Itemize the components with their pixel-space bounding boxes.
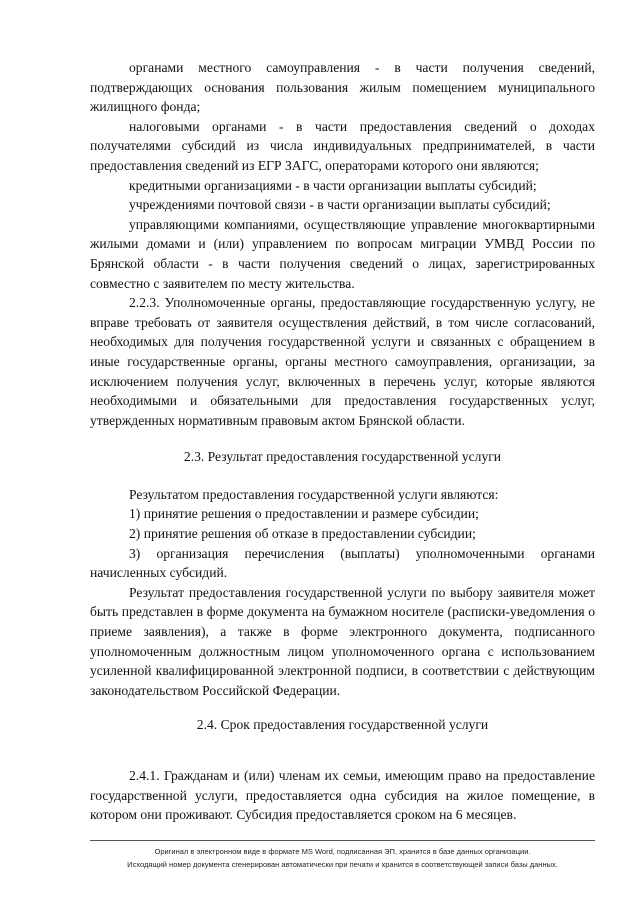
- paragraph-local-government: органами местного самоуправления - в части получения сведений, подтверждающих основания пользования жилым помещением муниципального жилищного фонда;: [90, 60, 595, 115]
- paragraph-result-intro: Результатом предоставления государственной услуги являются:: [129, 486, 499, 502]
- footer-line-number: Исходящий номер документа сгенерирован автоматически при печати и хранится в соответствующей записи базы данных.: [127, 860, 558, 869]
- footer-line-original: Оригинал в электронном виде в формате MS Word, подписанная ЭП, хранится в базе данных организации.: [154, 847, 531, 856]
- document-body: [90, 58, 595, 825]
- paragraph-management-companies: управляющими компаниями, осуществляющие управление многоквартирными жилыми домами и (или) управлением по вопросам миграции УМВД России по Брянской области - в части получения сведений о лицах, зарегистрированных совместно с заявителем по месту жительства.: [90, 216, 595, 291]
- paragraph-postal-offices: учреждениями почтовой связи - в части организации выплаты субсидий;: [129, 197, 551, 213]
- section-heading-2-3: 2.3. Результат предоставления государственной услуги: [183, 449, 502, 465]
- paragraph-result-item-2: 2) принятие решения об отказе в предоставлении субсидии;: [129, 526, 476, 542]
- paragraph-credit-organizations: кредитными организациями - в части организации выплаты субсидий;: [129, 177, 537, 193]
- paragraph-tax-authorities: налоговыми органами - в части предоставления сведений о доходах получателями субсидий из числа индивидуальных предпринимателей, в части предоставления сведений из ЕГР ЗАГС, операторами которого они являются;: [90, 118, 595, 173]
- paragraph-2-2-3: 2.2.3. Уполномоченные органы, предоставляющие государственную услугу, не вправе требовать от заявителя осуществления действий, в том числе согласований, необходимых для получения государственной услуги и связанных с обращением в иные государственные органы, органы местного самоуправления, организации, за исключением получения услуг, включенных в перечень услуг, которые являются необходимыми и обязательными для предоставления государственных услуг, утвержденных нормативным правовым актом Брянской области.: [90, 295, 595, 428]
- paragraph-result-form: Результат предоставления государственной услуги по выбору заявителя может быть представлен в форме документа на бумажном носителе (расписки-уведомления о приеме заявления), а также в форме электронного документа, подписанного уполномоченным должностным лицом уполномоченного органа с использованием усиленной квалифицированной электронной подписи, в соответствии с действующим законодательством Российской Федерации.: [90, 584, 595, 698]
- paragraph-2-4-1: 2.4.1. Гражданам и (или) членам их семьи, имеющим право на предоставление государственной услуги, предоставляется одна субсидия на жилое помещение, в котором они проживают. Субсидия предоставляется сроком на 6 месяцев.: [90, 768, 595, 823]
- section-heading-2-4: 2.4. Срок предоставления государственной услуги: [196, 717, 489, 733]
- paragraph-result-item-3: 3) организация перечисления (выплаты) уполномоченными органами начисленных субсидий.: [90, 545, 595, 581]
- paragraph-result-item-1: 1) принятие решения о предоставлении и размере субсидии;: [129, 506, 479, 522]
- document-footer: [90, 840, 595, 871]
